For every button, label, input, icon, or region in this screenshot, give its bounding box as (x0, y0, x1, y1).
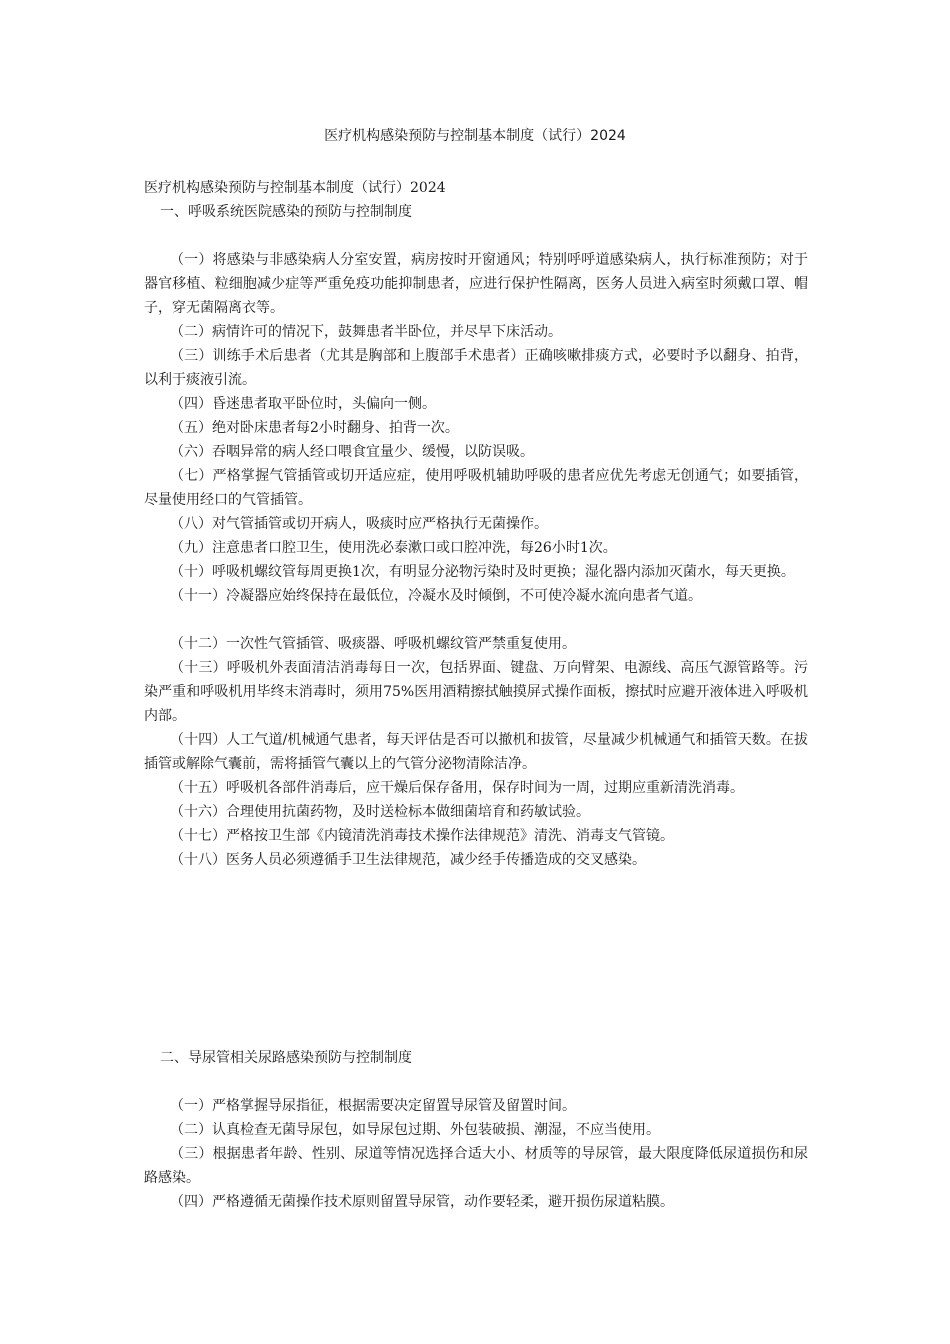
list-item: （八）对气管插管或切开病人，吸痰时应严格执行无菌操作。 (170, 516, 548, 532)
list-item: （三）根据患者年龄、性别、尿道等情况选择合适大小、材质等的导尿管，最大限度降低尿道损伤和尿路感染。 (144, 1146, 808, 1186)
section-1-heading: 一、呼吸系统医院感染的预防与控制制度 (160, 204, 412, 220)
list-item: （五）绝对卧床患者每2小时翻身、拍背一次。 (170, 420, 459, 436)
list-item: （十八）医务人员必须遵循手卫生法律规范，减少经手传播造成的交叉感染。 (170, 852, 646, 868)
list-item: （一）将感染与非感染病人分室安置，病房按时开窗通风；特别呼呼道感染病人，执行标准预防；对于器官移植、粒细胞减少症等严重免疫功能抑制患者，应进行保护性隔离，医务人员进入病室时须戴口罩、帽子，穿无菌隔离衣等。 (144, 252, 808, 316)
list-item: （十七）严格按卫生部《内镜清洗消毒技术操作法律规范》清洗、消毒支气管镜。 (170, 828, 674, 844)
list-item: （四）严格遵循无菌操作技术原则留置导尿管，动作要轻柔，避开损伤尿道粘膜。 (170, 1194, 674, 1210)
list-item: （十六）合理使用抗菌药物，及时送检标本做细菌培育和药敏试验。 (170, 804, 590, 820)
section-2 (144, 1046, 808, 1214)
list-item: （十二）一次性气管插管、吸痰器、呼吸机螺纹管严禁重复使用。 (170, 636, 576, 652)
list-item: （一）严格掌握导尿指征，根据需要决定留置导尿管及留置时间。 (170, 1098, 576, 1114)
list-item: （二）认真检查无菌导尿包，如导尿包过期、外包装破损、潮湿，不应当使用。 (170, 1122, 660, 1138)
document-body (144, 176, 808, 872)
list-item: （七）严格掌握气管插管或切开适应症，使用呼吸机辅助呼吸的患者应优先考虑无创通气；如要插管，尽量使用经口的气管插管。 (144, 468, 808, 508)
document-heading: 医疗机构感染预防与控制基本制度（试行）2024 (144, 180, 446, 196)
list-item: （十一）冷凝器应始终保持在最低位，冷凝水及时倾倒，不可使冷凝水流向患者气道。 (170, 588, 702, 604)
list-item: （十四）人工气道/机械通气患者，每天评估是否可以撤机和拔管，尽量减少机械通气和插管天数。在拔插管或解除气囊前，需将插管气囊以上的气管分泌物清除洁净。 (144, 732, 808, 772)
list-item: （二）病情许可的情况下，鼓舞患者半卧位，并尽早下床活动。 (170, 324, 562, 340)
list-item: （四）昏迷患者取平卧位时，头偏向一侧。 (170, 396, 436, 412)
list-item: （三）训练手术后患者（尤其是胸部和上腹部手术患者）正确咳嗽排痰方式，必要时予以翻身、拍背，以利于痰液引流。 (144, 348, 808, 388)
list-item: （十）呼吸机螺纹管每周更换1次，有明显分泌物污染时及时更换；湿化器内添加灭菌水，每天更换。 (170, 564, 795, 580)
page-title: 医疗机构感染预防与控制基本制度（试行）2024 (324, 128, 626, 144)
list-item: （十五）呼吸机各部件消毒后，应干燥后保存备用，保存时间为一周，过期应重新清洗消毒。 (170, 780, 744, 796)
list-item: （十三）呼吸机外表面清洁消毒每日一次，包括界面、键盘、万向臂架、电源线、高压气源管路等。污染严重和呼吸机用毕终末消毒时，须用75%医用酒精擦拭触摸屏式操作面板，擦拭时应避开液体进入呼吸机内部。 (144, 660, 808, 724)
section-2-heading: 二、导尿管相关尿路感染预防与控制制度 (160, 1050, 412, 1066)
list-item: （九）注意患者口腔卫生，使用洗必泰漱口或口腔冲洗，每26小时1次。 (170, 540, 617, 556)
list-item: （六）吞咽异常的病人经口喂食宜量少、缓慢，以防误吸。 (170, 444, 534, 460)
